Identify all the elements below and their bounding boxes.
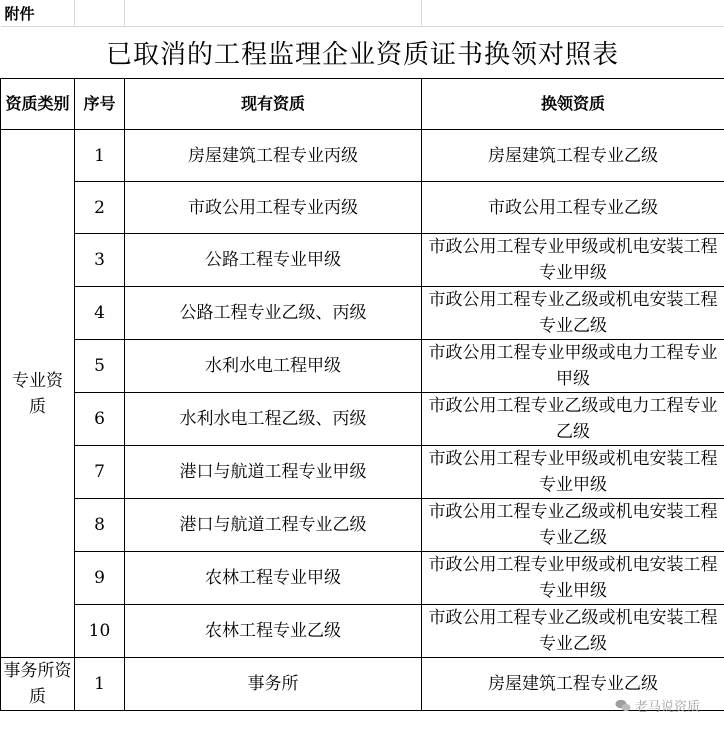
empty-cell[interactable] [75,0,125,27]
header-seq: 序号 [75,79,125,130]
current-cell: 港口与航道工程专业乙级 [125,499,422,552]
table-row [1,234,724,287]
header-row [1,79,724,130]
table-row [1,393,724,446]
table-title: 已取消的工程监理企业资质证书换领对照表 [1,27,724,79]
table-row [1,552,724,605]
new-cell: 市政公用工程专业甲级或机电安装工程专业甲级 [422,446,724,499]
current-cell: 公路工程专业乙级、丙级 [125,287,422,340]
header-category: 资质类别 [1,79,75,130]
category-cell [1,130,75,658]
category-label: 专业资质 [12,370,63,417]
attachment-label: 附件 [1,0,75,27]
category-label: 事务所资质 [3,661,72,707]
attachment-row [1,0,724,27]
current-cell: 水利水电工程乙级、丙级 [125,393,422,446]
new-cell: 市政公用工程专业甲级或电力工程专业甲级 [422,340,724,393]
new-cell: 房屋建筑工程专业乙级 [422,130,724,182]
header-new: 换领资质 [422,79,724,130]
watermark-text: 老马说资质 [634,700,700,715]
new-cell: 市政公用工程专业乙级 [422,182,724,234]
seq-cell: 4 [75,287,125,340]
seq-cell: 1 [75,658,125,711]
table-row [1,182,724,234]
new-cell: 市政公用工程专业乙级或机电安装工程专业乙级 [422,605,724,658]
current-cell: 市政公用工程专业丙级 [125,182,422,234]
seq-cell: 2 [75,182,125,234]
seq-cell: 6 [75,393,125,446]
seq-cell: 3 [75,234,125,287]
empty-cell[interactable] [125,0,422,27]
category-cell [1,658,75,711]
table-row [1,499,724,552]
new-cell: 市政公用工程专业乙级或机电安装工程专业乙级 [422,499,724,552]
empty-cell[interactable] [422,0,724,27]
table-row [1,446,724,499]
current-cell: 港口与航道工程专业甲级 [125,446,422,499]
current-cell: 房屋建筑工程专业丙级 [125,130,422,182]
title-row [1,27,724,79]
new-cell: 房屋建筑工程专业乙级 [422,658,724,711]
new-cell: 市政公用工程专业甲级或机电安装工程专业甲级 [422,552,724,605]
table-row [1,340,724,393]
seq-cell: 7 [75,446,125,499]
new-cell: 市政公用工程专业乙级或机电安装工程专业乙级 [422,287,724,340]
seq-cell: 5 [75,340,125,393]
new-cell: 市政公用工程专业乙级或电力工程专业乙级 [422,393,724,446]
seq-cell: 9 [75,552,125,605]
watermark [615,696,700,715]
table-row [1,130,724,182]
current-cell: 农林工程专业甲级 [125,552,422,605]
table-row [1,605,724,658]
current-cell: 农林工程专业乙级 [125,605,422,658]
current-cell: 公路工程专业甲级 [125,234,422,287]
current-cell: 水利水电工程甲级 [125,340,422,393]
seq-cell: 10 [75,605,125,658]
new-cell: 市政公用工程专业甲级或机电安装工程专业甲级 [422,234,724,287]
header-current: 现有资质 [125,79,422,130]
seq-cell: 8 [75,499,125,552]
table-row [1,287,724,340]
wechat-icon [615,699,631,712]
seq-cell: 1 [75,130,125,182]
current-cell: 事务所 [125,658,422,711]
